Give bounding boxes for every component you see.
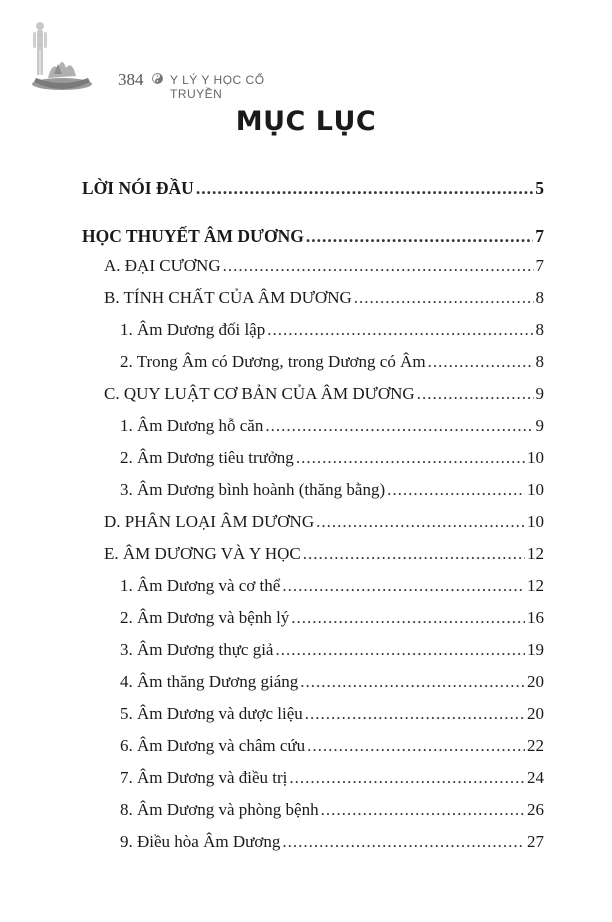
toc-entry-page: 10 bbox=[527, 480, 544, 499]
dot-leader bbox=[223, 254, 534, 278]
toc-entry-label: 1. Âm Dương và cơ thể bbox=[120, 576, 281, 595]
toc-entry bbox=[82, 224, 544, 248]
toc-entry-page: 7 bbox=[535, 226, 544, 246]
toc-entry bbox=[104, 542, 544, 566]
toc-entry-page: 8 bbox=[535, 352, 544, 371]
toc-entry-page: 8 bbox=[535, 320, 544, 339]
page-header bbox=[18, 18, 318, 101]
toc-entry-page: 9 bbox=[535, 384, 544, 403]
toc-entry-page: 7 bbox=[535, 256, 544, 275]
toc-entry-label: A. ĐẠI CƯƠNG bbox=[104, 256, 221, 275]
toc-entry-label: D. PHÂN LOẠI ÂM DƯƠNG bbox=[104, 512, 315, 531]
toc-entry-label: 6. Âm Dương và châm cứu bbox=[120, 736, 306, 755]
toc-entry bbox=[120, 734, 544, 758]
toc-entry bbox=[120, 318, 544, 342]
toc-entry bbox=[120, 830, 544, 854]
dot-leader bbox=[265, 414, 533, 438]
toc-entry-label: 5. Âm Dương và dược liệu bbox=[120, 704, 303, 723]
toc-entry bbox=[120, 350, 544, 374]
toc-entry bbox=[120, 702, 544, 726]
dot-leader bbox=[321, 798, 525, 822]
dot-leader bbox=[267, 318, 533, 342]
toc-entry bbox=[82, 176, 544, 200]
toc-entry-label: 4. Âm thăng Dương giáng bbox=[120, 672, 299, 691]
toc-entry bbox=[104, 510, 544, 534]
toc-entry-page: 10 bbox=[527, 448, 544, 467]
toc-entry-label: 2. Trong Âm có Dương, trong Dương có Âm bbox=[120, 352, 426, 371]
dot-leader bbox=[275, 638, 525, 662]
toc-entry-page: 8 bbox=[535, 288, 544, 307]
dot-leader bbox=[282, 574, 525, 598]
toc-entry-page: 12 bbox=[527, 576, 544, 595]
toc-entry-label: 1. Âm Dương đối lập bbox=[120, 320, 266, 339]
toc-entry bbox=[120, 446, 544, 470]
toc-entry bbox=[120, 606, 544, 630]
toc-entry-page: 12 bbox=[527, 544, 544, 563]
toc-entry bbox=[120, 478, 544, 502]
toc-entry bbox=[120, 414, 544, 438]
toc-entry-label: C. QUY LUẬT CƠ BẢN CỦA ÂM DƯƠNG bbox=[104, 384, 415, 403]
toc-entry-page: 24 bbox=[527, 768, 544, 787]
toc-entry-label: 7. Âm Dương và điều trị bbox=[120, 768, 288, 787]
toc-entry-page: 27 bbox=[527, 832, 544, 851]
dot-leader bbox=[306, 224, 533, 248]
dot-leader bbox=[387, 478, 525, 502]
toc-entry bbox=[104, 254, 544, 278]
toc-entry bbox=[120, 798, 544, 822]
toc-entry-label: 8. Âm Dương và phòng bệnh bbox=[120, 800, 319, 819]
toc-entry-label: E. ÂM DƯƠNG VÀ Y HỌC bbox=[104, 544, 301, 563]
toc-entry-label: B. TÍNH CHẤT CỦA ÂM DƯƠNG bbox=[104, 288, 352, 307]
toc-entry-page: 19 bbox=[527, 640, 544, 659]
toc-entry-label: 2. Âm Dương tiêu trưởng bbox=[120, 448, 294, 467]
toc-entry-label: 2. Âm Dương và bệnh lý bbox=[120, 608, 290, 627]
dot-leader bbox=[282, 830, 525, 854]
toc-entry bbox=[120, 638, 544, 662]
dot-leader bbox=[428, 350, 534, 374]
dot-leader bbox=[303, 542, 525, 566]
running-title: Y LÝ Y HỌC CỔ TRUYỀN bbox=[170, 73, 265, 101]
toc-entry-page: 10 bbox=[527, 512, 544, 531]
dot-leader bbox=[354, 286, 534, 310]
dot-leader bbox=[305, 702, 525, 726]
toc-entry-label: 9. Điều hòa Âm Dương bbox=[120, 832, 281, 851]
dot-leader bbox=[307, 734, 525, 758]
toc-entry bbox=[120, 574, 544, 598]
dot-leader bbox=[291, 606, 525, 630]
dot-leader bbox=[417, 382, 534, 406]
toc-entry-page: 22 bbox=[527, 736, 544, 755]
toc-entry bbox=[120, 670, 544, 694]
toc-entry bbox=[120, 766, 544, 790]
herbal-figure-illustration bbox=[18, 18, 98, 98]
toc-entry-page: 5 bbox=[535, 178, 544, 198]
toc-entry bbox=[104, 382, 544, 406]
yin-yang-icon bbox=[152, 73, 163, 84]
dot-leader bbox=[296, 446, 525, 470]
dot-leader bbox=[289, 766, 525, 790]
toc-entry-page: 26 bbox=[527, 800, 544, 819]
toc-entry-label: LỜI NÓI ĐẦU bbox=[82, 178, 194, 198]
toc-entry-label: 3. Âm Dương thực giả bbox=[120, 640, 274, 659]
page-title: MỤC LỤC bbox=[235, 106, 377, 137]
toc-entry-page: 9 bbox=[535, 416, 544, 435]
toc-entry-page: 20 bbox=[527, 672, 544, 691]
toc-entry-label: 1. Âm Dương hỗ căn bbox=[120, 416, 264, 435]
dot-leader bbox=[316, 510, 525, 534]
page-number: 384 bbox=[118, 70, 144, 89]
dot-leader bbox=[300, 670, 525, 694]
toc-entry-label: 3. Âm Dương bình hoành (thăng bằng) bbox=[120, 480, 386, 499]
dot-leader bbox=[196, 176, 533, 200]
toc-entry-page: 20 bbox=[527, 704, 544, 723]
toc-entry-page: 16 bbox=[527, 608, 544, 627]
toc-entry bbox=[104, 286, 544, 310]
toc-entry-label: HỌC THUYẾT ÂM DƯƠNG bbox=[82, 226, 304, 246]
